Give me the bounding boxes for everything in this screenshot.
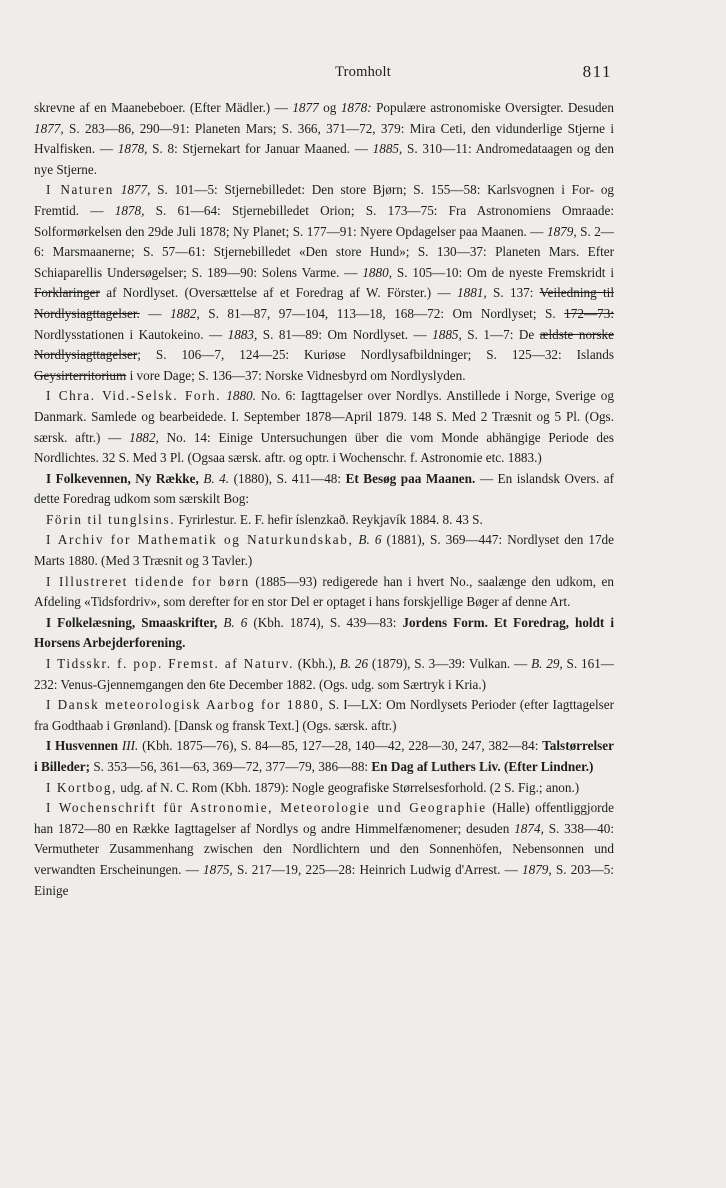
- text-segment: S. 61—64: Stjernebilledet Orion; S. 173—75: Fra Astronomiens Omraade: Solformørkelsen den 29de Juli 1878; Ny Planet; S. 177—91: Nyere Opdagelser paa Maanen. —: [34, 202, 614, 239]
- text-segment: (Kbh. 1875—76), S. 84—85, 127—28, 140—42, 228—30, 247, 382—84:: [138, 738, 543, 754]
- paragraph-p04: [34, 469, 614, 510]
- text-segment: af Nordlyset. (Oversættelse af et Foredrag af W. Förster.) —: [99, 285, 458, 301]
- text-segment: I Folkevennen, Ny Række,: [46, 470, 199, 486]
- text-segment: S. 1—7: De: [461, 326, 540, 342]
- page-number: 811: [582, 62, 612, 81]
- text-segment: 1885,: [432, 326, 462, 342]
- text-segment: (1881), S. 369—447: Nordlyset den 17de Marts 1880. (Med 3 Træsnit og 3 Tavler.): [34, 532, 614, 569]
- text-segment: I Naturen: [46, 182, 114, 198]
- text-segment: S. 81—89: Om Nordlyset. —: [257, 326, 433, 342]
- text-segment: skrevne af en Maanebeboer. (Efter Mädler.) —: [34, 100, 293, 115]
- paragraph-p06: [34, 530, 614, 571]
- text-segment: S. 101—5: Stjernebilledet: Den store Bjørn; S. 155—58: Karlsvognen i For- og Fremtid. —: [34, 182, 615, 218]
- body-text: [34, 98, 614, 901]
- text-segment: 172—73:: [564, 305, 614, 321]
- text-segment: III.: [121, 738, 139, 754]
- text-segment: 1879,: [522, 861, 552, 877]
- page-header: [0, 64, 726, 88]
- paragraph-p12: [34, 778, 614, 799]
- text-segment: 1885,: [372, 141, 403, 157]
- text-segment: B. 26: [339, 656, 369, 672]
- text-segment: I Dansk meteorologisk Aarbog for 1880,: [46, 697, 325, 713]
- text-segment: S. 2—6: Marsmaanerne; S. 57—61: Stjernebilledet «Den store Hund»; S. 130—37: Planeten Mars. Efter Schiaparellis Undersøgelser; S. 189—90: Solens Varme. —: [34, 223, 614, 280]
- text-segment: B. 4.: [203, 470, 230, 486]
- text-segment: S. 137:: [486, 285, 540, 301]
- text-segment: og: [318, 100, 341, 115]
- paragraph-p13: [34, 798, 614, 901]
- paragraph-p11: [34, 736, 614, 777]
- text-segment: 1882,: [129, 429, 159, 445]
- running-title: Tromholt: [335, 64, 391, 80]
- text-segment: S. 81—87, 97—104, 113—18, 168—72: Om Nordlyset; S.: [199, 305, 565, 321]
- text-segment: (1879), S. 3—39: Vulkan. —: [368, 656, 532, 672]
- text-segment: I Kortbog,: [46, 779, 117, 795]
- text-segment: Förin til tunglsins.: [46, 511, 176, 527]
- text-segment: (Kbh.),: [293, 656, 340, 672]
- text-segment: 1880.: [226, 388, 256, 404]
- text-segment: I Folkelæsning, Smaaskrifter,: [46, 614, 218, 630]
- text-segment: B. 6: [358, 532, 382, 548]
- text-segment: I Wochenschrift für Astronomie, Meteorologie und Geographie: [46, 800, 487, 816]
- paragraph-p08: [34, 613, 614, 654]
- text-segment: 1877,: [120, 182, 151, 198]
- text-segment: —: [139, 305, 171, 321]
- text-segment: 1878:: [340, 100, 372, 115]
- text-segment: 1879,: [546, 223, 577, 239]
- text-segment: S. 217—19, 225—28: Heinrich Ludwig d'Arrest. —: [232, 861, 523, 877]
- text-segment: S. 8: Stjernekart for Januar Maaned. —: [147, 141, 373, 157]
- text-segment: 1881,: [457, 285, 487, 301]
- text-segment: Et Besøg paa Maanen.: [345, 470, 476, 486]
- text-segment: ældste norske Nordlysiagttagelser: [34, 326, 615, 363]
- text-segment: (1885—93) redigerede han i hvert No., saalænge den udkom, en Afdeling «Tidsfordriv», som derefter for en stor Del er optaget i hans forskjellige Bøger af denne Art.: [34, 573, 614, 610]
- text-segment: (Halle) offentliggjorde han 1872—80 en Række Iagttagelser af Nordlys og andre Himmelfænomener; desuden: [34, 800, 614, 836]
- text-segment: 1882,: [170, 305, 200, 321]
- paragraph-p03: [34, 386, 614, 468]
- text-segment: Jordens Form. Et Foredrag, holdt i Horsens Arbejderforening.: [34, 614, 614, 651]
- text-segment: Veiledning til Nordlysiagttagelser.: [34, 285, 614, 321]
- text-segment: i vore Dage; S. 136—37: Norske Vidnesbyrd om Nordlyslyden.: [126, 367, 466, 383]
- text-segment: (1880), S. 411—48:: [229, 470, 346, 486]
- text-segment: I Tidsskr. f. pop. Fremst. af Naturv.: [46, 656, 294, 672]
- text-segment: S. 161—232: Venus-Gjennemgangen den 6te December 1882. (Ogs. udg. som Særtryk i Kria.): [34, 656, 614, 692]
- text-segment: 1878,: [117, 141, 148, 157]
- text-segment: Forklaringer: [34, 285, 100, 301]
- paragraph-p07: [34, 572, 614, 613]
- text-segment: No. 6: Iagttagelser over Nordlys. Anstillede i Norge, Sverige og Danmark. Samlede og bearbeidede. I. September 1878—April 1879. 148 S. Med 2 Træsnit og 5 Pl. (Ogs. særsk. aftr.) —: [34, 388, 614, 445]
- paragraph-p10: [34, 695, 614, 736]
- text-segment: Nordlysstationen i Kautokeino. —: [34, 326, 228, 342]
- text-segment: S. 338—40: Vermutheter Zusammenhang zwischen den Nordlichtern und den Sonnenhöfen, Nebensonnen und verwandten Erscheinungen. —: [34, 820, 614, 877]
- text-segment: 1883,: [227, 326, 258, 342]
- paragraph-p02: [34, 180, 614, 386]
- text-segment: I Chra. Vid.-Selsk. Forh.: [46, 388, 222, 404]
- text-segment: 1874,: [514, 820, 544, 836]
- text-segment: B. 29,: [531, 656, 563, 672]
- paragraph-p05: [34, 510, 614, 531]
- text-segment: [114, 182, 121, 197]
- text-segment: I Illustreret tidende for børn: [46, 573, 250, 589]
- text-segment: (Kbh. 1874), S. 439—83:: [247, 614, 403, 630]
- paragraph-p01: [34, 98, 614, 180]
- paragraph-p09: [34, 654, 614, 695]
- text-segment: ; S. 106—7, 124—25: Kuriøse Nordlysafbildninger; S. 125—32: Islands: [137, 347, 614, 363]
- text-segment: No. 14: Einige Untersuchungen über die vom Monde abhängige Periode des Nordlichtes. 32 S. Med 3 Pl. (Ogsaa særsk. aftr. og optr. i Wochenschr. f. Astronomie etc. 1883.): [34, 429, 614, 466]
- text-segment: S. 310—11: Andromedataagen og den nye Stjerne.: [34, 141, 614, 177]
- text-segment: B. 6: [223, 614, 248, 630]
- text-segment: I Husvennen: [46, 738, 118, 754]
- text-segment: 1878,: [114, 202, 145, 218]
- text-segment: 1877: [292, 100, 319, 115]
- text-segment: 1880,: [362, 264, 392, 280]
- text-segment: S. 203—5: Einige: [34, 861, 614, 898]
- text-segment: S. 283—86, 290—91: Planeten Mars; S. 366, 371—72, 379: Mira Ceti, den vidunderlige Stjerne i Hvalfisken. —: [34, 120, 614, 157]
- text-segment: 1875,: [203, 861, 233, 877]
- text-segment: En Dag af Luthers Liv. (Efter Lindner.): [371, 759, 594, 774]
- text-segment: Fyrirlestur. E. F. hefir íslenzkað. Reykjavík 1884. 8. 43 S.: [175, 511, 483, 527]
- text-segment: S. I—LX: Om Nordlysets Perioder (efter Iagttagelser fra Godthaab i Grønland). [Dansk og fransk Text.] (Ogs. særsk. aftr.): [34, 697, 614, 733]
- text-segment: — En islandsk Overs. af dette Foredrag udkom som særskilt Bog:: [34, 470, 615, 507]
- text-segment: udg. af N. C. Rom (Kbh. 1879): Nogle geografiske Størrelsesforhold. (2 S. Fig.; anon.): [116, 779, 580, 795]
- text-segment: Populære astronomiske Oversigter. Desuden: [371, 100, 615, 115]
- text-segment: I Archiv for Mathematik og Naturkundskab,: [46, 532, 354, 548]
- text-segment: Talstørrelser i Billeder;: [34, 738, 615, 774]
- text-segment: 1877,: [34, 120, 64, 136]
- text-segment: S. 105—10: Om de nyeste Fremskridt i: [392, 264, 614, 280]
- text-segment: Geysirterritorium: [34, 367, 127, 383]
- text-segment: S. 353—56, 361—63, 369—72, 377—79, 386—88:: [90, 759, 372, 774]
